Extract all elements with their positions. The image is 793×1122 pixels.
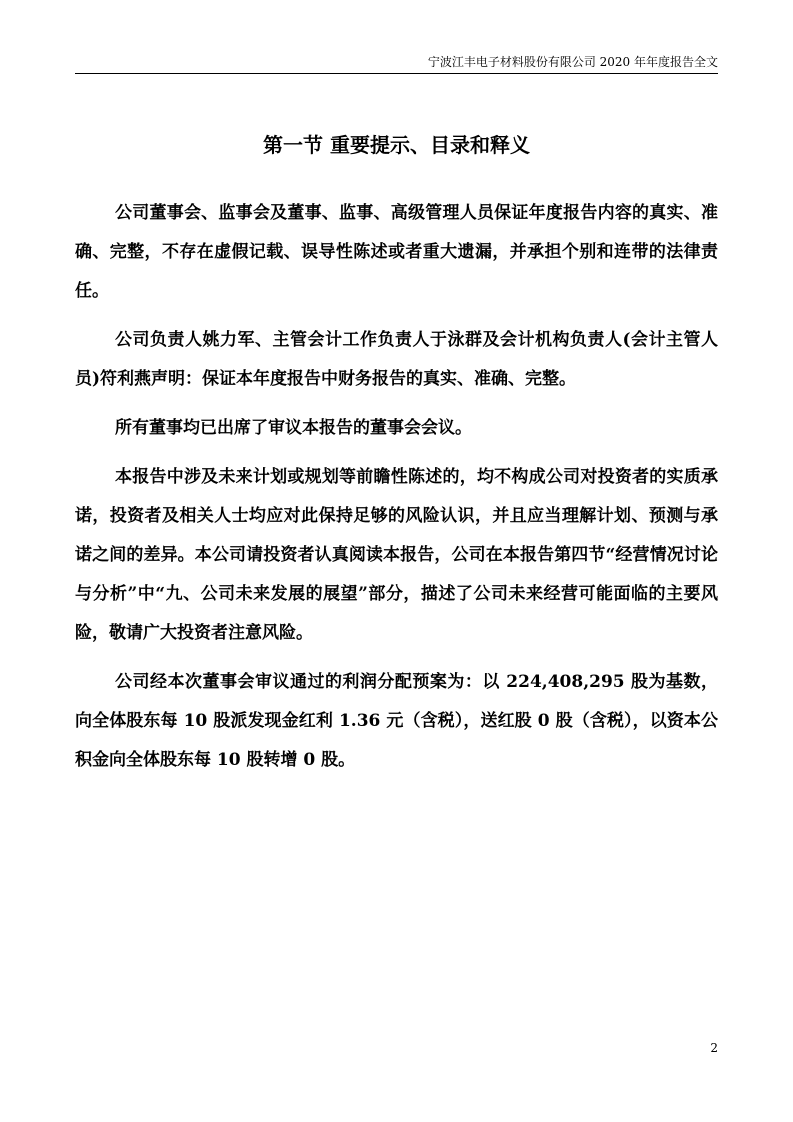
page-number: 2 <box>710 1041 718 1055</box>
paragraph-board-attendance: 所有董事均已出席了审议本报告的董事会会议。 <box>115 418 472 438</box>
running-header: 宁波江丰电子材料股份有限公司 2020 年年度报告全文 <box>427 55 718 69</box>
section-title: 第一节 重要提示、目录和释义 <box>263 133 530 157</box>
paragraph-accuracy-statement: 公司董事会、监事会及董事、监事、高级管理人员保证年度报告内容的真实、准确、完整，不存在虚假记载、误导性陈述或者重大遗漏，并承担个别和连带的法律责任。 <box>75 203 718 301</box>
paragraph-profit-distribution: 公司经本次董事会审议通过的利润分配预案为：以 224,408,295 股为基数，向全体股东每 10 股派发现金红利 1.36 元（含税），送红股 0 股（含税），以资本公积金向全体股东每 10 股转增 0 股。 <box>75 672 718 770</box>
paragraph-responsible-persons: 公司负责人姚力军、主管会计工作负责人于泳群及会计机构负责人(会计主管人员)符利燕声明：保证本年度报告中财务报告的真实、准确、完整。 <box>75 330 718 389</box>
paragraph-forward-looking: 本报告中涉及未来计划或规划等前瞻性陈述的，均不构成公司对投资者的实质承诺，投资者及相关人士均应对此保持足够的风险认识，并且应当理解计划、预测与承诺之间的差异。本公司请投资者认真阅读本报告，公司在本报告第四节“经营情况讨论与分析”中“九、公司未来发展的展望”部分，描述了公司未来经营可能面临的主要风险，敬请广大投资者注意风险。 <box>75 467 718 643</box>
header-divider <box>75 73 718 74</box>
document-body <box>75 194 718 790</box>
